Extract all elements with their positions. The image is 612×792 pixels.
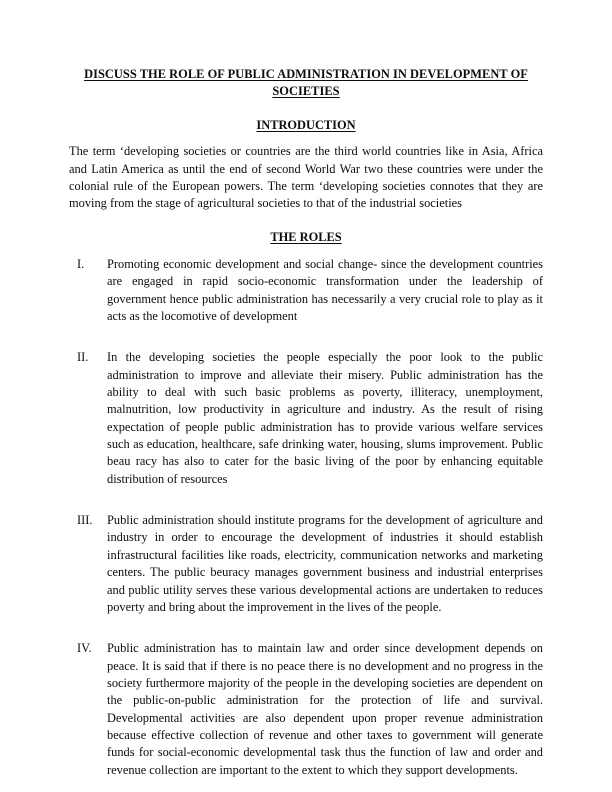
introduction-heading-text: INTRODUCTION bbox=[256, 117, 356, 132]
list-item-text: Promoting economic development and social change- since the development countries are engaged in rapid socio-economic transformation under the leadership of government hence public administration has necessarily a very crucial role to play as it acts as the locomotive of development bbox=[107, 257, 543, 324]
list-item bbox=[69, 512, 543, 616]
list-item-numeral: I. bbox=[77, 257, 85, 271]
introduction-paragraph: The term ‘developing societies or countries are the third world countries like in Asia, Africa and Latin America as until the end of second World War two these countries were under the colonial rule of the European powers. The term ‘developing societies connotes that they are moving from the stage of agricultural societies to that of the industrial societies bbox=[69, 144, 543, 211]
list-item-numeral: II. bbox=[77, 350, 89, 365]
page-title bbox=[69, 66, 543, 101]
list-item-text: Public administration should institute programs for the development of agriculture and industry in order to encourage the development of industries it should establish infrastructural facilities like roads, electricity, communication networks and marketing centers. The public beuracy manages government business and industrial enterprises and public utility serves these various developmental actions are undertaken to reduces poverty and bring about the improvement in the lives of the people. bbox=[107, 513, 543, 614]
page-title-line-2: SOCIETIES bbox=[272, 84, 340, 99]
spacer-paragraph-to-roles bbox=[69, 213, 543, 229]
spacer-introduction-to-paragraph bbox=[69, 134, 543, 143]
document-content bbox=[69, 66, 543, 779]
roles-list bbox=[69, 256, 543, 779]
list-item-text: Public administration has to maintain law and order since development depends on peace. It is said that if there is no peace there is no development and no progress in the society furthermore majority of the people in the developing societies are dependent on the public-on-public administration for the protection of life and survival. Developmental activities are also dependent upon proper revenue administration because effective collection of revenue and other taxes to government will generate funds for social-economic developmental task thus the function of law and order and revenue collection are important to the extent to which they support developments. bbox=[107, 641, 543, 777]
list-item-text: In the developing societies the people especially the poor look to the public administration to improve and alleviate their misery. Public administration has the ability to deal with such basic problems as poverty, illiteracy, unemployment, malnutrition, low productivity in agriculture and industry. As the result of rising expectation of people public administration has to provide various welfare services such as education, healthcare, safe drinking water, housing, slums improvement. Public beau racy has also to cater for the basic living of the poor by enhancing equitable distribution of resources bbox=[107, 350, 543, 486]
list-item-numeral: IV. bbox=[77, 641, 92, 656]
spacer-title-to-introduction bbox=[69, 101, 543, 117]
roles-heading-text: THE ROLES bbox=[270, 229, 342, 244]
list-item bbox=[69, 256, 543, 325]
page-title-line-1: DISCUSS THE ROLE OF PUBLIC ADMINISTRATION IN DEVELOPMENT OF bbox=[84, 67, 528, 81]
list-item bbox=[69, 349, 543, 488]
roles-heading bbox=[69, 229, 543, 246]
spacer-roles-to-list bbox=[69, 246, 543, 256]
introduction-heading bbox=[69, 117, 543, 134]
list-item bbox=[69, 640, 543, 779]
list-item-numeral: III. bbox=[77, 513, 93, 528]
